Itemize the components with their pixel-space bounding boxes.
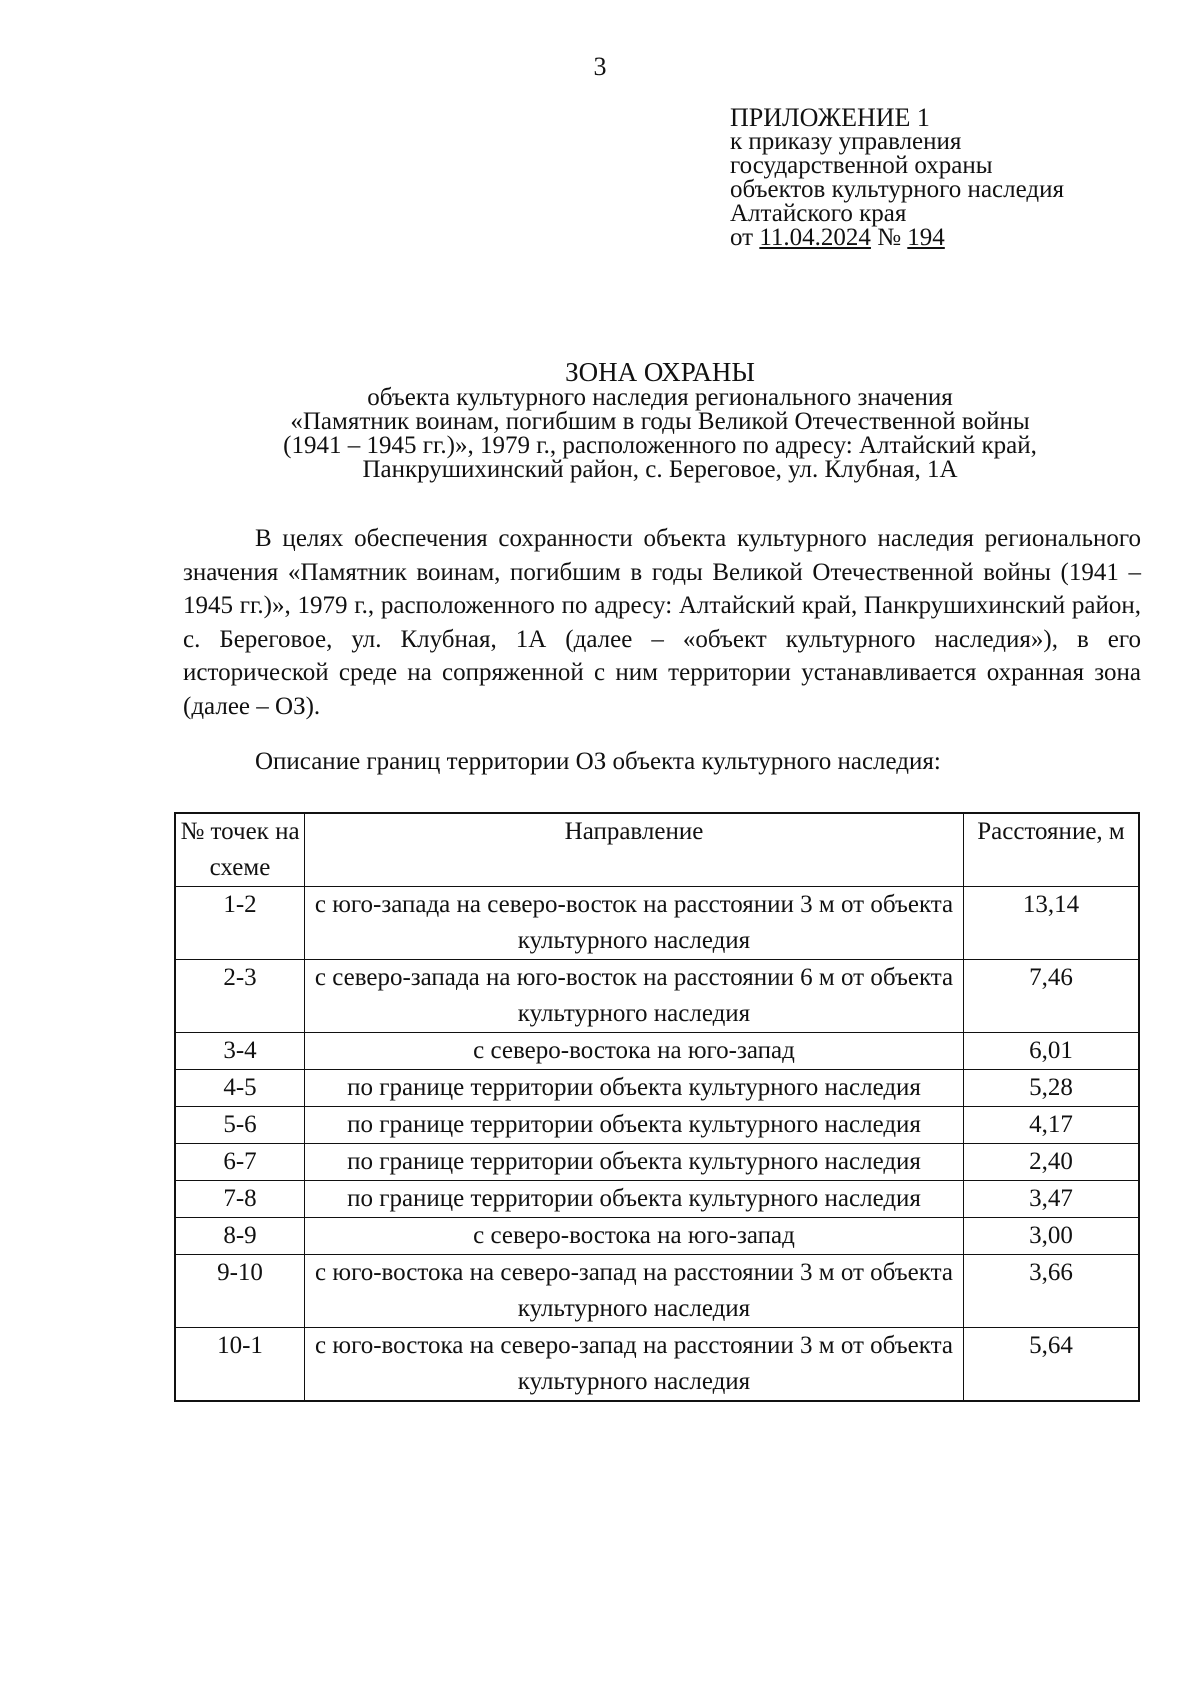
cell-direction: по границе территории объекта культурного наследия — [305, 1181, 964, 1218]
paragraph-text: В целях обеспечения сохранности объекта культурного наследия регионального значения «Памятник воинам, погибшим в годы Великой Отечественной войны (1941 – 1945 гг.)», 1979 г., расположенного по адресу: Алтайский край, Панкрушихинский район, с. Береговое, ул. Клубная, 1А (далее – «объект культурного наследия»), в его исторической среде на сопряженной с ним территории устанавливается охранная зона (далее – ОЗ). — [183, 525, 1141, 720]
cell-distance: 3,00 — [964, 1218, 1140, 1255]
cell-distance: 7,46 — [964, 960, 1140, 1033]
cell-direction: с юго-запада на северо-восток на расстоянии 3 м от объекта культурного наследия — [305, 887, 964, 960]
appendix-line: объектов культурного наследия — [730, 176, 1064, 203]
header-distance: Расстояние, м — [964, 813, 1140, 887]
header-points: № точек на схеме — [175, 813, 305, 887]
boundary-table — [174, 812, 1140, 1402]
cell-distance: 2,40 — [964, 1144, 1140, 1181]
cell-distance: 3,47 — [964, 1181, 1140, 1218]
cell-distance: 3,66 — [964, 1255, 1140, 1328]
table-row — [175, 1033, 1139, 1070]
table-row — [175, 1255, 1139, 1328]
cell-distance: 6,01 — [964, 1033, 1140, 1070]
cell-direction: с северо-запада на юго-восток на расстоянии 6 м от объекта культурного наследия — [305, 960, 964, 1033]
cell-distance: 13,14 — [964, 887, 1140, 960]
cell-points: 10-1 — [175, 1328, 305, 1402]
body-paragraph — [183, 522, 1141, 724]
heading-title: ЗОНА ОХРАНЫ — [565, 357, 755, 387]
cell-distance: 5,28 — [964, 1070, 1140, 1107]
heading-line: Панкрушихинский район, с. Береговое, ул. Клубная, 1А — [362, 456, 958, 483]
number-sign: № — [877, 224, 902, 251]
cell-points: 4-5 — [175, 1070, 305, 1107]
cell-points: 5-6 — [175, 1107, 305, 1144]
appendix-line: к приказу управления — [730, 128, 962, 155]
cell-points: 8-9 — [175, 1218, 305, 1255]
heading-line: «Памятник воинам, погибшим в годы Великой Отечественной войны — [290, 408, 1030, 435]
appendix-title: ПРИЛОЖЕНИЕ 1 — [730, 103, 930, 132]
order-date: 11.04.2024 — [759, 224, 871, 251]
order-number: 194 — [907, 224, 945, 251]
table-row — [175, 960, 1139, 1033]
date-prefix: от — [730, 224, 754, 251]
cell-points: 9-10 — [175, 1255, 305, 1328]
cell-points: 1-2 — [175, 887, 305, 960]
appendix-line: государственной охраны — [730, 152, 993, 179]
cell-direction: с северо-востока на юго-запад — [305, 1033, 964, 1070]
table-header-row — [175, 813, 1139, 887]
cell-points: 3-4 — [175, 1033, 305, 1070]
header-direction: Направление — [305, 813, 964, 887]
cell-points: 6-7 — [175, 1144, 305, 1181]
cell-distance: 4,17 — [964, 1107, 1140, 1144]
cell-direction: по границе территории объекта культурного наследия — [305, 1070, 964, 1107]
cell-direction: по границе территории объекта культурного наследия — [305, 1107, 964, 1144]
table-row — [175, 1070, 1139, 1107]
cell-direction: по границе территории объекта культурного наследия — [305, 1144, 964, 1181]
cell-direction: с северо-востока на юго-запад — [305, 1218, 964, 1255]
appendix-date-line — [730, 226, 1064, 250]
cell-distance: 5,64 — [964, 1328, 1140, 1402]
table-row — [175, 887, 1139, 960]
heading-line: объекта культурного наследия регионального значения — [367, 384, 953, 411]
cell-direction: с юго-востока на северо-запад на расстоянии 3 м от объекта культурного наследия — [305, 1328, 964, 1402]
table-row — [175, 1218, 1139, 1255]
table-row — [175, 1107, 1139, 1144]
table-row — [175, 1144, 1139, 1181]
document-heading — [200, 358, 1120, 482]
table-caption: Описание границ территории ОЗ объекта культурного наследия: — [255, 748, 941, 775]
appendix-line: Алтайского края — [730, 200, 907, 227]
heading-line: (1941 – 1945 гг.)», 1979 г., расположенного по адресу: Алтайский край, — [283, 432, 1037, 459]
cell-points: 7-8 — [175, 1181, 305, 1218]
page-number: 3 — [593, 52, 607, 81]
table-row — [175, 1328, 1139, 1402]
cell-direction: с юго-востока на северо-запад на расстоянии 3 м от объекта культурного наследия — [305, 1255, 964, 1328]
appendix-block — [730, 103, 1064, 251]
cell-points: 2-3 — [175, 960, 305, 1033]
table-row — [175, 1181, 1139, 1218]
